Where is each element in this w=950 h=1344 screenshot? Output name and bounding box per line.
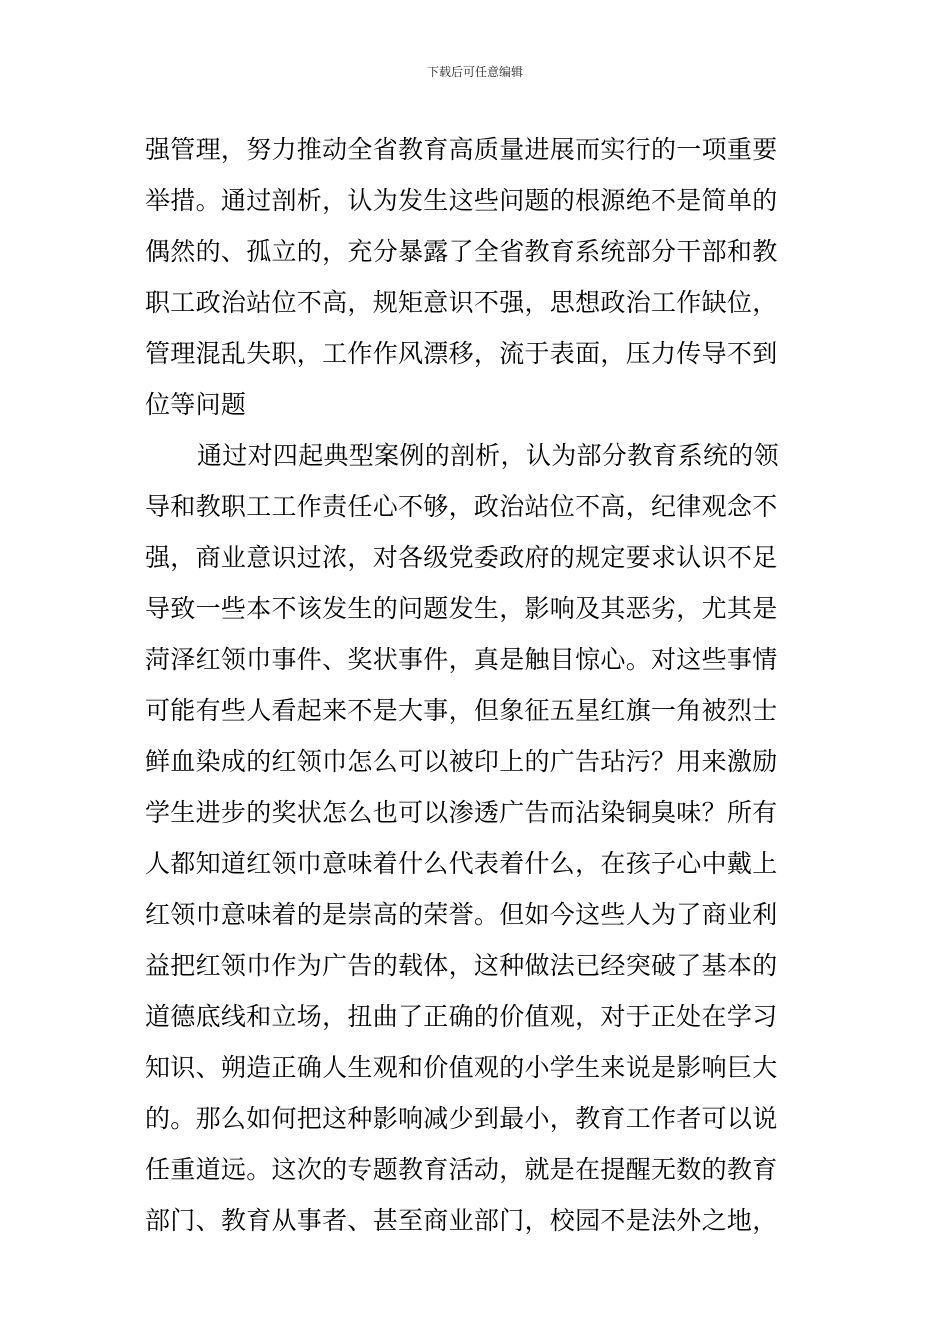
text-line: 的。那么如何把这种影响减少到最小，教育工作者可以说 [145, 1104, 778, 1133]
text-line: 可能有些人看起来不是大事，但象征五星红旗一角被烈士 [145, 696, 778, 725]
text-line: 部门、教育从事者、甚至商业部门，校园不是法外之地， [145, 1206, 778, 1235]
text-line: 位等问题 [145, 390, 247, 419]
text-line: 益把红领巾作为广告的载体，这种做法已经突破了基本的 [145, 951, 778, 980]
text-line: 任重道远。这次的专题教育活动，就是在提醒无数的教育 [145, 1155, 778, 1184]
text-line: 强，商业意识过浓，对各级党委政府的规定要求认识不足 [145, 543, 778, 572]
text-line: 菏泽红领巾事件、奖状事件，真是触目惊心。对这些事情 [145, 645, 778, 674]
page-header: 下载后可任意编辑 [426, 65, 523, 79]
text-line: 通过对四起典型案例的剖析，认为部分教育系统的领 [197, 441, 779, 470]
text-line: 强管理，努力推动全省教育高质量进展而实行的一项重要 [145, 135, 778, 164]
text-line: 导和教职工工作责任心不够，政治站位不高，纪律观念不 [145, 492, 778, 521]
text-line: 职工政治站位不高，规矩意识不强，思想政治工作缺位， [145, 288, 778, 317]
text-line: 红领巾意味着的是崇高的荣誉。但如今这些人为了商业利 [145, 900, 778, 929]
text-line: 人都知道红领巾意味着什么代表着什么，在孩子心中戴上 [145, 849, 778, 878]
text-line: 导致一些本不该发生的问题发生，影响及其恶劣，尤其是 [145, 594, 778, 623]
text-line: 学生进步的奖状怎么也可以渗透广告而沾染铜臭味？所有 [145, 798, 778, 827]
text-line: 偶然的、孤立的，充分暴露了全省教育系统部分干部和教 [145, 237, 778, 266]
text-line: 举措。通过剖析，认为发生这些问题的根源绝不是简单的 [145, 186, 778, 215]
document-body [145, 124, 807, 1246]
text-line: 管理混乱失职，工作作风漂移，流于表面，压力传导不到 [145, 339, 778, 368]
text-line: 知识、朔造正确人生观和价值观的小学生来说是影响巨大 [145, 1053, 778, 1082]
text-line: 鲜血染成的红领巾怎么可以被印上的广告玷污？用来激励 [145, 747, 778, 776]
text-line: 道德底线和立场，扭曲了正确的价值观，对于正处在学习 [145, 1002, 778, 1031]
